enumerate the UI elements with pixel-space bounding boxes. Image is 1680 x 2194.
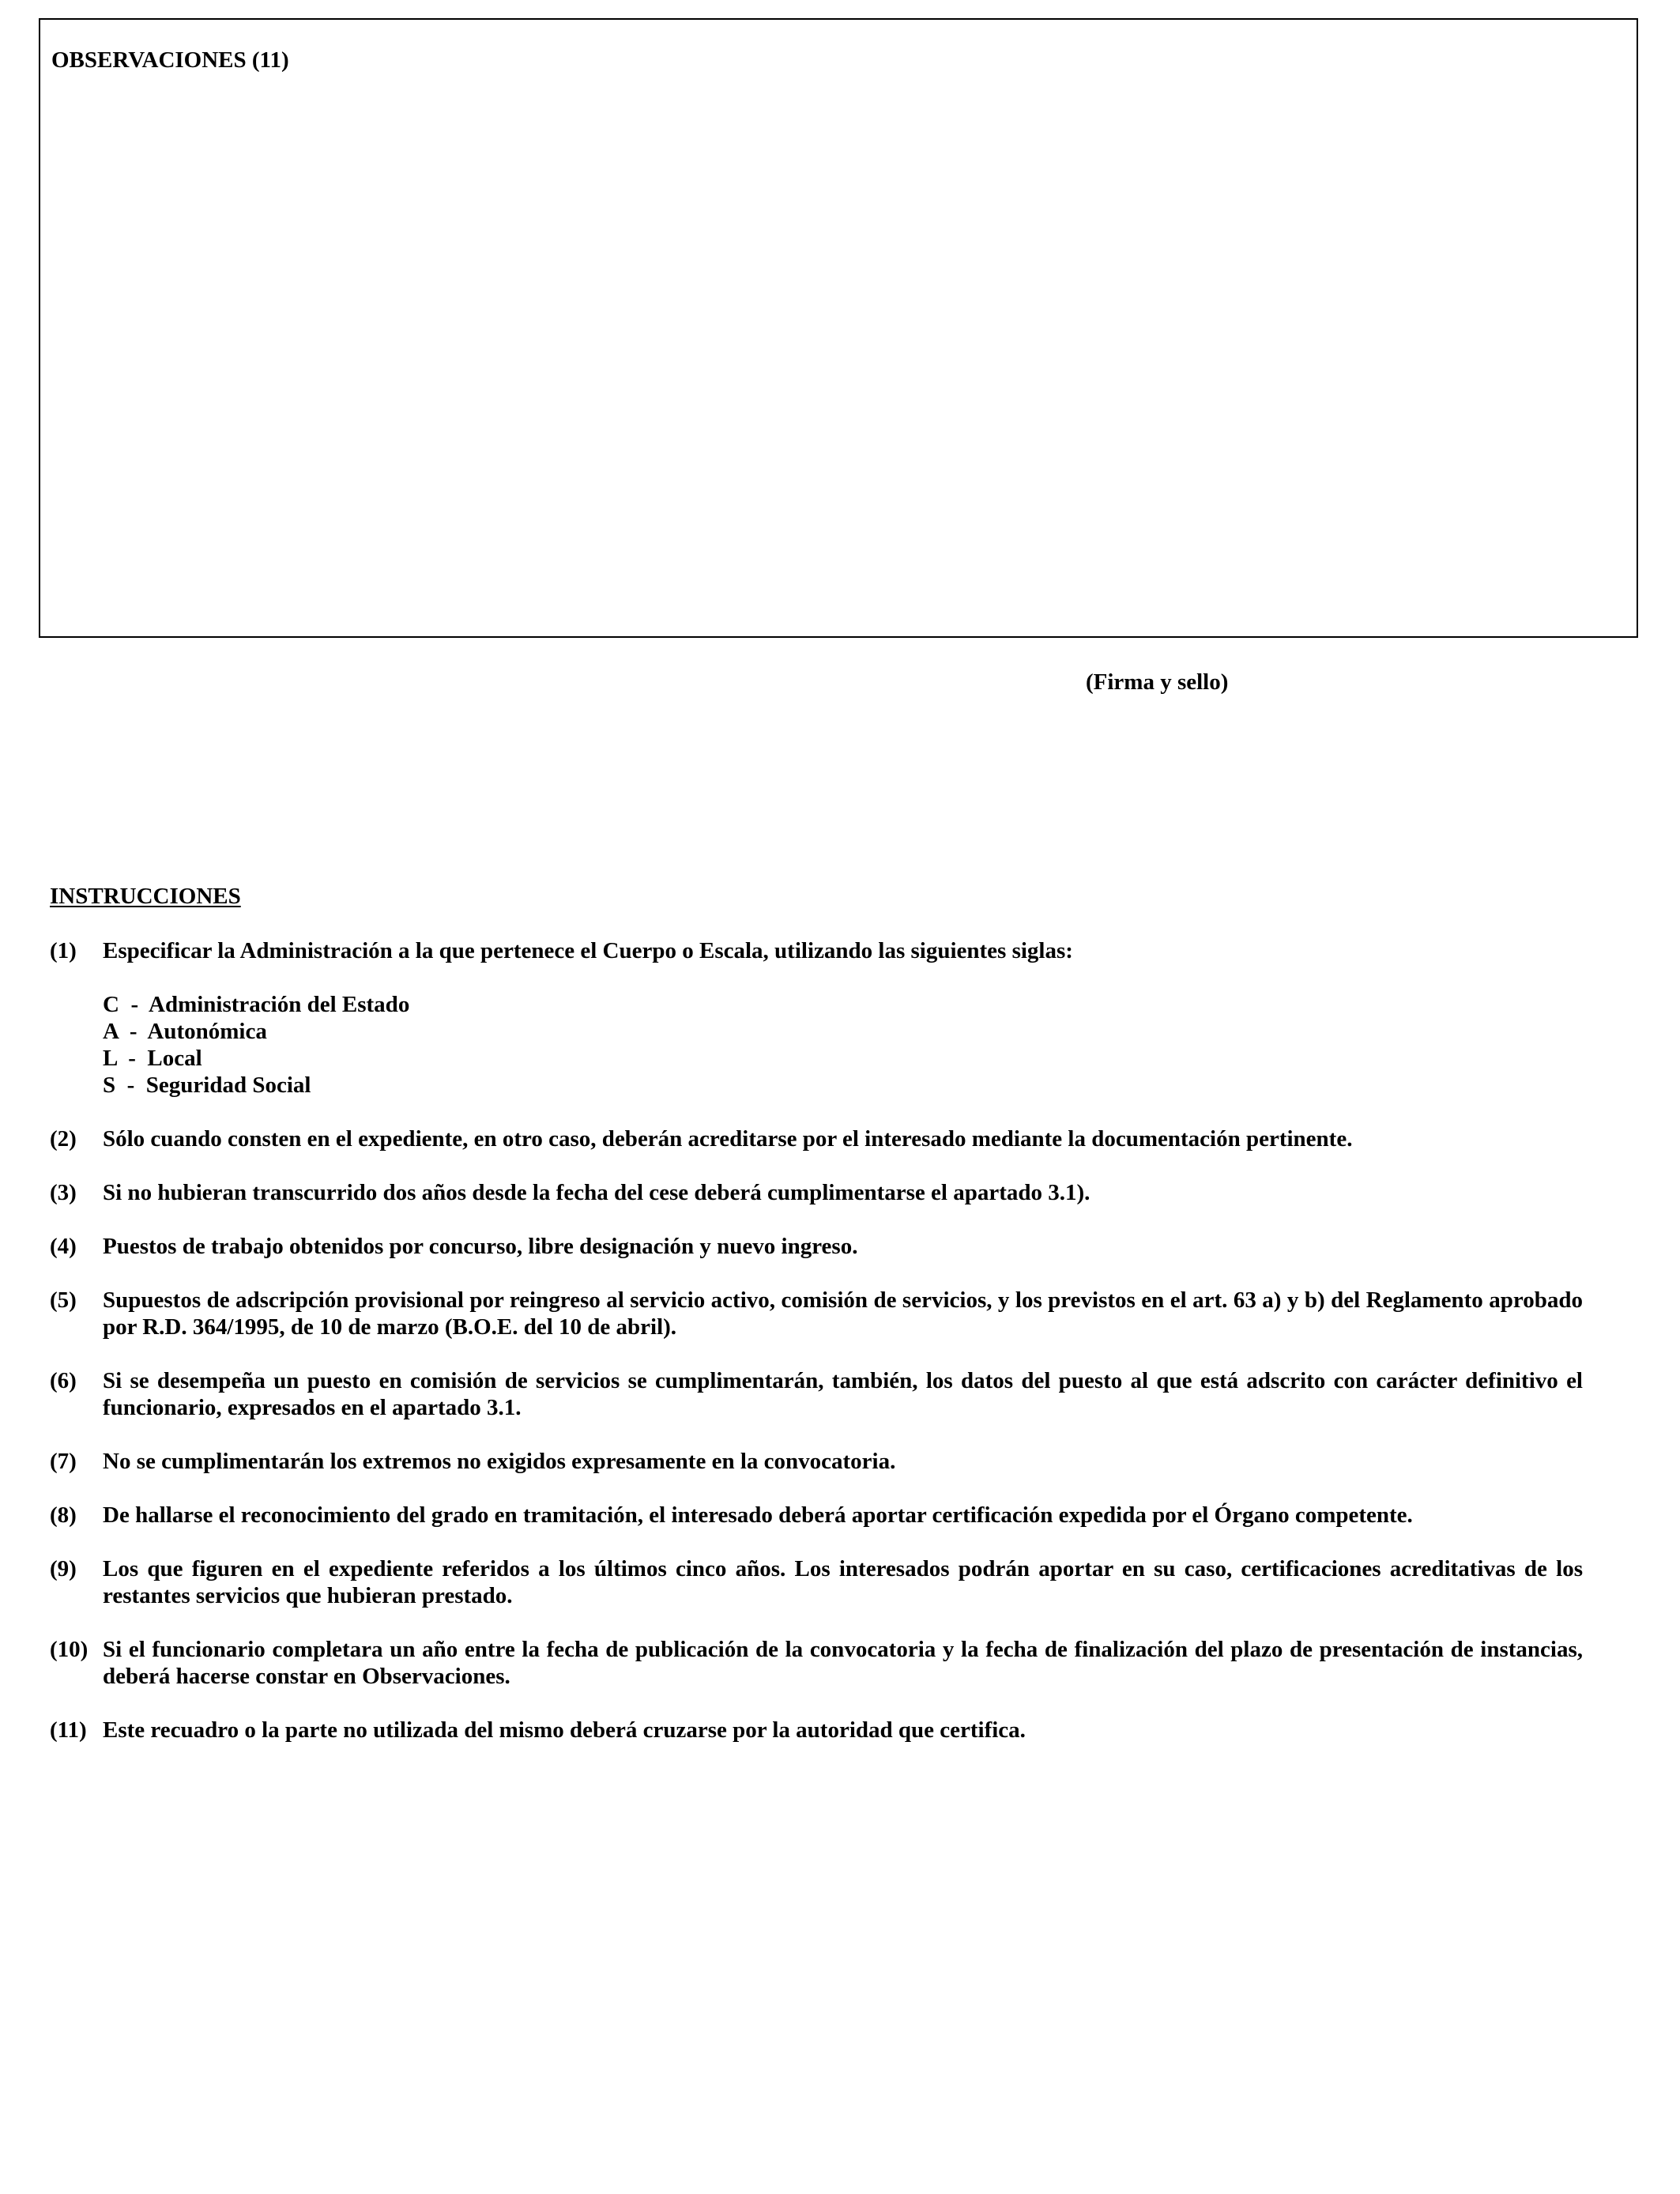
- instruction-text: Los que figuren en el expediente referidos a los últimos cinco años. Los interesados podrán aportar en su caso, certificaciones acreditativas de los restantes servicios que hubieran prestado.: [103, 1556, 1583, 1608]
- instruction-item-11: [50, 1717, 1583, 1744]
- instruction-number: (11): [50, 1717, 87, 1743]
- instruction-number: (10): [50, 1637, 89, 1662]
- instruction-text: Si se desempeña un puesto en comisión de servicios se cumplimentarán, también, los datos del puesto al que está adscrito con carácter definitivo el funcionario, expresados en el apartado 3.1.: [103, 1368, 1583, 1420]
- instruction-item-1: [50, 937, 1583, 1099]
- instrucciones-list: [50, 937, 1583, 1770]
- instruction-text: Supuestos de adscripción provisional por reingreso al servicio activo, comisión de servicios, y los previstos en el art. 63 a) y b) del Reglamento aprobado por R.D. 364/1995, de 10 de marzo (B.O.E. del 10 de abril).: [103, 1287, 1583, 1340]
- instruction-item-4: [50, 1233, 1583, 1260]
- instruction-item-5: [50, 1287, 1583, 1340]
- instruction-item-7: [50, 1448, 1583, 1475]
- instruction-item-2: [50, 1125, 1583, 1152]
- instruction-number: (5): [50, 1287, 77, 1313]
- instruction-number: (9): [50, 1556, 77, 1581]
- instruction-item-9: [50, 1555, 1583, 1609]
- instruction-text: No se cumplimentarán los extremos no exigidos expresamente en la convocatoria.: [103, 1449, 896, 1474]
- instruction-text: Si el funcionario completara un año entre la fecha de publicación de la convocatoria y la fecha de finalización del plazo de presentación de instancias, deberá hacerse constar en Observaciones.: [103, 1637, 1583, 1689]
- instruction-text: Si no hubieran transcurrido dos años desde la fecha del cese deberá cumplimentarse el apartado 3.1).: [103, 1180, 1090, 1205]
- instruction-item-3: [50, 1179, 1583, 1206]
- sigla-item: L - Local: [103, 1046, 202, 1071]
- firma-sello-label: (Firma y sello): [1086, 669, 1229, 695]
- instruction-number: (8): [50, 1502, 77, 1528]
- observaciones-box: [39, 18, 1638, 638]
- instruction-number: (6): [50, 1368, 77, 1393]
- sigla-item: S - Seguridad Social: [103, 1072, 311, 1098]
- instruction-text: Especificar la Administración a la que pertenece el Cuerpo o Escala, utilizando las siguientes siglas:: [103, 938, 1073, 963]
- instruction-item-8: [50, 1502, 1583, 1529]
- instruction-text: Este recuadro o la parte no utilizada del mismo deberá cruzarse por la autoridad que certifica.: [103, 1717, 1026, 1743]
- instruction-text: Puestos de trabajo obtenidos por concurso, libre designación y nuevo ingreso.: [103, 1234, 858, 1259]
- instruction-item-10: [50, 1636, 1583, 1690]
- siglas-list: [103, 991, 1583, 1099]
- instruction-number: (3): [50, 1180, 77, 1205]
- instruction-number: (2): [50, 1126, 77, 1152]
- instruction-number: (7): [50, 1449, 77, 1474]
- sigla-item: A - Autonómica: [103, 1019, 267, 1044]
- instruction-text: De hallarse el reconocimiento del grado en tramitación, el interesado deberá aportar certificación expedida por el Órgano competente.: [103, 1502, 1413, 1528]
- observaciones-title: OBSERVACIONES (11): [51, 47, 289, 73]
- instruction-number: (4): [50, 1234, 77, 1259]
- instrucciones-title: INSTRUCCIONES: [50, 884, 241, 909]
- instruction-number: (1): [50, 938, 77, 963]
- sigla-item: C - Administración del Estado: [103, 992, 410, 1017]
- instruction-item-6: [50, 1367, 1583, 1421]
- instruction-text: Sólo cuando consten en el expediente, en otro caso, deberán acreditarse por el interesado mediante la documentación pertinente.: [103, 1126, 1353, 1152]
